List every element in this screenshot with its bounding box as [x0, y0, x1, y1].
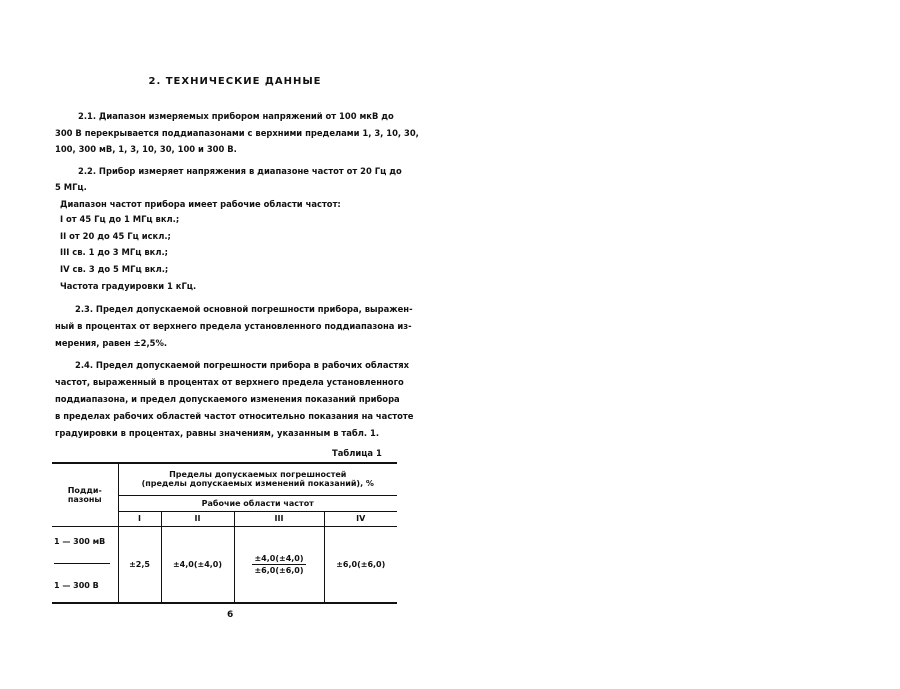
subrange-header — [52, 463, 118, 526]
p21-line2: 300 В перекрывается поддиапазонами с верхними пределами 1, 3, 10, 30, — [55, 128, 419, 138]
p24-line5: градуировки в процентах, равны значениям, указанным в табл. 1. — [55, 428, 380, 438]
area-header-1: I — [118, 511, 161, 526]
area-header-2: II — [161, 511, 234, 526]
table-caption: Таблица 1 — [332, 448, 382, 458]
p24-line4: в пределах рабочих областей частот относительно показания на частоте — [55, 411, 414, 421]
p21-line1: 2.1. Диапазон измеряемых прибором напряжений от 100 мкВ до — [78, 111, 394, 121]
work-area-4: IV св. 3 до 5 МГц вкл.; — [60, 264, 169, 274]
error-limits-header — [118, 463, 397, 495]
work-areas-header: Рабочие области частот — [118, 495, 397, 511]
p22-line1: 2.2. Прибор измеряет напряжения в диапазоне частот от 20 Гц до — [78, 166, 402, 176]
p23-line2: ный в процентах от верхнего предела установленного поддиапазона из- — [55, 321, 412, 331]
p21-line3: 100, 300 мВ, 1, 3, 10, 30, 100 и 300 В. — [55, 144, 237, 154]
subrange-mv: 1 — 300 мВ — [54, 527, 110, 564]
area-header-4: IV — [324, 511, 397, 526]
value-area-2: ±4,0(±4,0) — [161, 526, 234, 603]
value-area-4: ±6,0(±6,0) — [324, 526, 397, 603]
subrange-v: 1 — 300 В — [54, 580, 99, 590]
p22-line2: 5 МГц. — [55, 182, 87, 192]
p23-line1: 2.3. Предел допускаемой основной погрешности прибора, выражен- — [75, 304, 413, 314]
work-area-2: II от 20 до 45 Гц искл.; — [60, 231, 171, 241]
value-area-3-top: ±4,0(±4,0) — [254, 553, 304, 563]
section-title: 2. ТЕХНИЧЕСКИЕ ДАННЫЕ — [148, 76, 322, 87]
p24-line3: поддиапазона, и предел допускаемого изменения показаний прибора — [55, 394, 400, 404]
p22-line3: Диапазон частот прибора имеет рабочие области частот: — [60, 199, 341, 209]
value-area-3 — [234, 526, 324, 603]
spec-table — [52, 462, 397, 604]
error-limits-header-line1: Пределы допускаемых погрешностей — [169, 470, 347, 480]
p24-line1: 2.4. Предел допускаемой погрешности прибора в рабочих областях — [75, 360, 410, 370]
value-area-3-bottom: ±6,0(±6,0) — [254, 565, 304, 575]
page-number: 6 — [227, 610, 234, 620]
area-header-3: III — [234, 511, 324, 526]
subrange-cell — [52, 526, 118, 603]
subrange-header-line2: пазоны — [67, 494, 102, 504]
work-area-3: III св. 1 до 3 МГц вкл.; — [60, 247, 168, 257]
subrange-header-line1: Подди- — [67, 485, 102, 495]
work-area-1: I от 45 Гц до 1 МГц вкл.; — [60, 214, 180, 224]
p24-line2: частот, выраженный в процентах от верхнего предела установленного — [55, 377, 404, 387]
p23-line3: мерения, равен ±2,5%. — [55, 338, 168, 348]
error-limits-header-line2: (пределы допускаемых изменений показаний), % — [141, 479, 374, 489]
calibration-frequency: Частота градуировки 1 кГц. — [60, 281, 197, 291]
value-area-1: ±2,5 — [118, 526, 161, 603]
